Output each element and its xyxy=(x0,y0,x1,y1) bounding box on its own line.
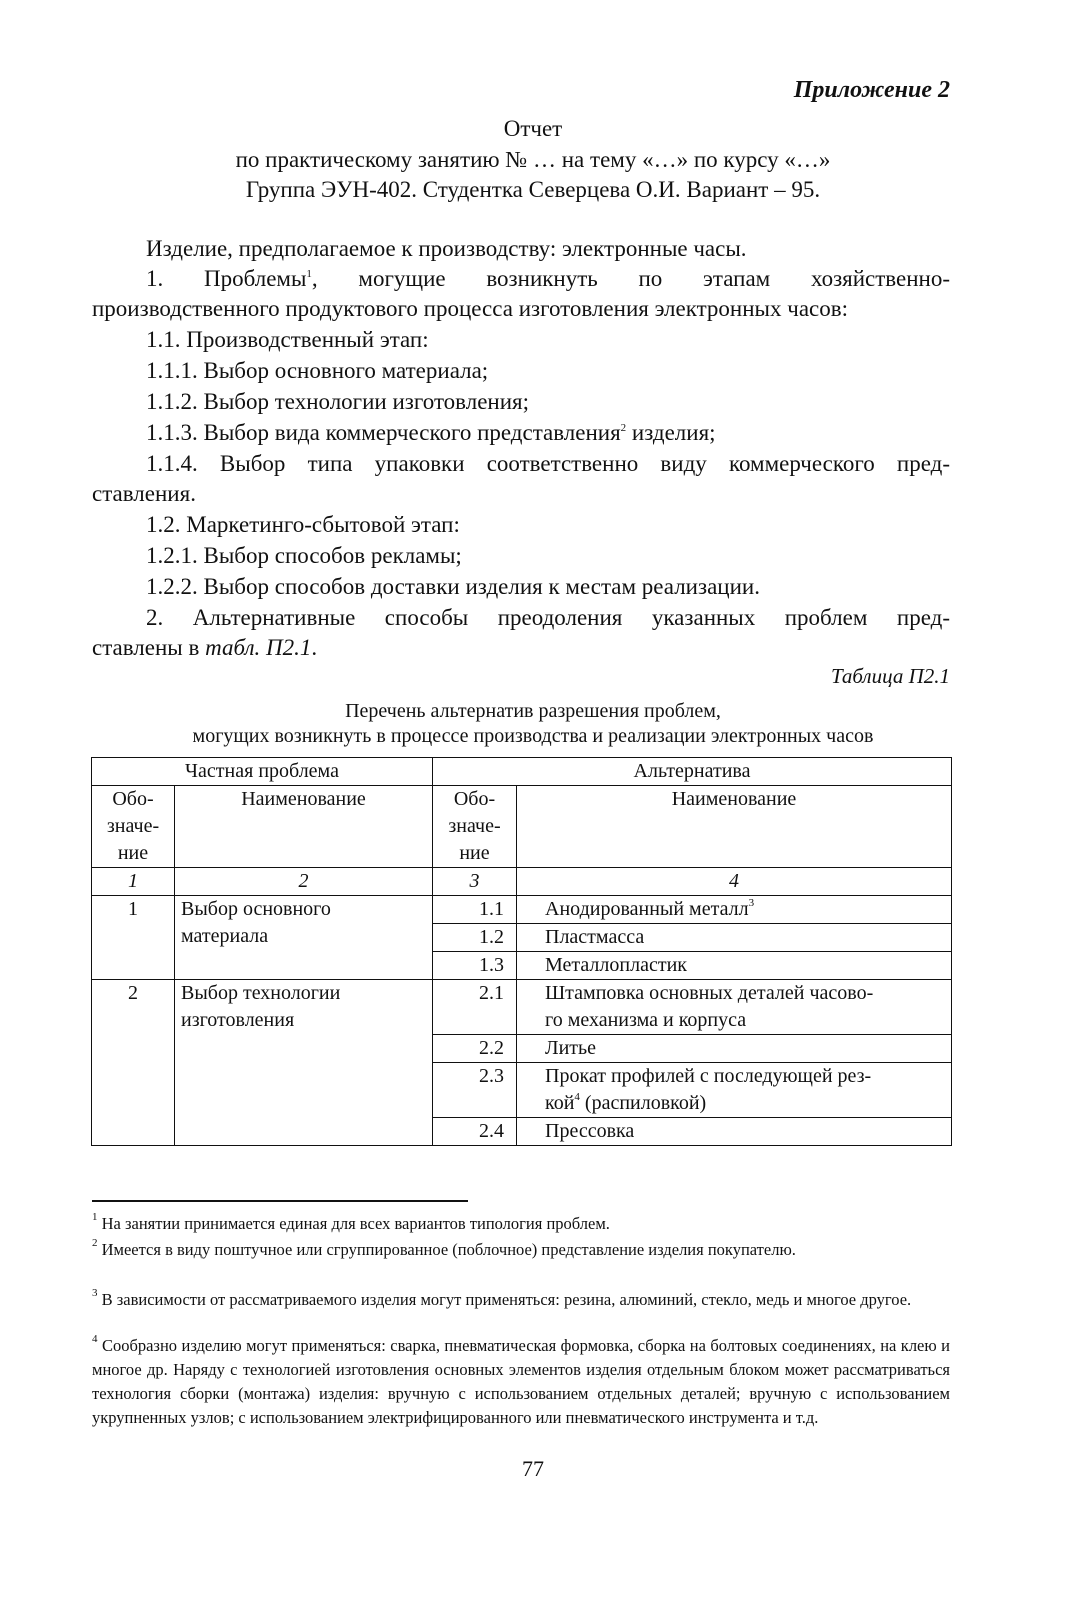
problem-name-text: Выбор технологии xyxy=(181,982,341,1004)
alternative-name-text: (распиловкой) xyxy=(579,1092,707,1114)
alternative-code: 2.2 xyxy=(433,1035,517,1063)
section-1-1: 1.1. Производственный этап: xyxy=(146,327,429,352)
col-header-text: Обо- xyxy=(453,788,496,810)
col-header-text: значе- xyxy=(106,815,160,837)
col-header-alt-name: Наименование xyxy=(517,786,952,868)
table-column-header-row xyxy=(92,786,952,868)
group-header-problem: Частная проблема xyxy=(92,758,433,786)
alternative-code: 1.1 xyxy=(433,896,517,924)
footnote-mark: 4 xyxy=(92,1333,98,1345)
footnote-4 xyxy=(92,1334,950,1430)
alternative-name: Литье xyxy=(517,1035,952,1063)
footnote-separator xyxy=(92,1200,468,1202)
problem-code: 2 xyxy=(92,980,175,1146)
footnote-ref-3: 3 xyxy=(748,897,755,909)
problem-code: 1 xyxy=(92,896,175,980)
alternative-name: Пластмасса xyxy=(517,924,952,952)
footnote-text: На занятии принимается единая для всех вариантов типология проблем. xyxy=(97,1214,610,1233)
footnote-text: Сообразно изделию могут применяться: сварка, пневматическая формовка, сборка на болтовых соединениях, на клею и многое др. Наряду с технологией изготовления основных элементов изделия отдельным блоком может рассматриваться технология сборки (монтажа) изделия: вручную с использованием отдельных деталей; вручную с использованием укрупненных узлов; с использованием электрифицированного или пневматического инструмента и т.д. xyxy=(92,1336,950,1427)
alternative-name: Прессовка xyxy=(517,1118,952,1146)
table-title-line-1: Перечень альтернатив разрешения проблем, xyxy=(345,700,721,722)
footnote-ref-1: 1 xyxy=(306,268,312,280)
section-1-1-3-text-cont: изделия; xyxy=(626,420,716,445)
problem-name-text: изготовления xyxy=(181,1009,295,1031)
paragraph-1-line-2: производственного продуктового процесса изготовления электронных часов: xyxy=(92,296,848,321)
alternative-name-text: Прокат профилей с последующей рез- xyxy=(545,1065,872,1087)
table-row xyxy=(92,896,952,924)
problem-name xyxy=(175,896,433,980)
alternative-code: 2.4 xyxy=(433,1118,517,1146)
report-subtitle: по практическому занятию № … на тему «…» по курсу «…» xyxy=(235,147,831,172)
col-header-problem-code xyxy=(92,786,175,868)
footnote-1 xyxy=(92,1212,950,1236)
paragraph-2-text: ставлены в xyxy=(92,635,206,660)
col-header-text: значе- xyxy=(448,815,501,837)
section-1-2-1: 1.2.1. Выбор способов рекламы; xyxy=(146,543,462,568)
group-header-alternative: Альтернатива xyxy=(433,758,952,786)
alternative-name-text: Штамповка основных деталей часово- xyxy=(545,982,874,1004)
footnote-text: В зависимости от рассматриваемого изделия могут применяться: резина, алюминий, стекло, медь и многое другое. xyxy=(97,1290,912,1309)
footnote-ref-4: 4 xyxy=(574,1091,580,1103)
alternative-name-text: Анодированный металл xyxy=(545,898,749,920)
section-1-1-4-cont: ставления. xyxy=(92,481,196,506)
paragraph-2-end: . xyxy=(311,635,318,660)
table-row xyxy=(92,980,952,1035)
paragraph-1-text: 1. Проблемы xyxy=(146,266,307,291)
section-1-2: 1.2. Маркетинго-сбытовой этап: xyxy=(146,512,460,537)
table-title-line-2: могущих возникнуть в процессе производства и реализации электронных часов xyxy=(192,725,874,747)
alternative-name: Металлопластик xyxy=(517,952,952,980)
alternative-name xyxy=(517,980,952,1035)
section-1-1-3 xyxy=(146,418,716,447)
alternative-name xyxy=(517,1063,952,1118)
col-number: 4 xyxy=(517,868,952,896)
footnote-text: Имеется в виду поштучное или сгруппированное (поблочное) представление изделия покупателю. xyxy=(97,1240,796,1259)
product-line: Изделие, предполагаемое к производству: электронные часы. xyxy=(146,236,747,261)
group-line: Группа ЭУН-402. Студентка Северцева О.И. Вариант – 95. xyxy=(245,177,821,202)
problem-name-text: Выбор основного xyxy=(181,898,331,920)
appendix-label: Приложение 2 xyxy=(793,77,950,103)
problem-name-text: материала xyxy=(181,925,269,947)
paragraph-2-line-2 xyxy=(92,633,317,662)
alternative-code: 2.1 xyxy=(433,980,517,1035)
col-header-text: ние xyxy=(459,842,490,864)
alternative-code: 1.3 xyxy=(433,952,517,980)
alternative-name-text-line xyxy=(545,1090,945,1117)
footnote-mark: 2 xyxy=(92,1237,98,1249)
footnote-3 xyxy=(92,1288,950,1312)
alternatives-table xyxy=(91,757,952,1146)
section-1-2-2: 1.2.2. Выбор способов доставки изделия к местам реализации. xyxy=(146,574,760,599)
table-group-header-row xyxy=(92,758,952,786)
alternative-name-text: го механизма и корпуса xyxy=(545,1009,747,1031)
col-header-problem-name: Наименование xyxy=(175,786,433,868)
alternative-code: 2.3 xyxy=(433,1063,517,1118)
section-1-1-1: 1.1.1. Выбор основного материала; xyxy=(146,358,489,383)
col-header-text: ние xyxy=(117,842,149,864)
col-number: 2 xyxy=(175,868,433,896)
section-1-1-4: 1.1.4. Выбор типа упаковки соответственно виду коммерческого пред- xyxy=(146,451,950,476)
col-header-alt-code xyxy=(433,786,517,868)
table-caption: Таблица П2.1 xyxy=(830,664,950,688)
alternative-code: 1.2 xyxy=(433,924,517,952)
paragraph-1-text-cont: , могущие возникнуть по этапам хозяйственно- xyxy=(311,266,951,291)
page-number: 77 xyxy=(522,1456,544,1481)
problem-name xyxy=(175,980,433,1146)
alternative-name xyxy=(517,896,952,924)
paragraph-2: 2. Альтернативные способы преодоления указанных проблем пред- xyxy=(146,605,950,630)
report-title: Отчет xyxy=(503,116,563,141)
col-number: 3 xyxy=(433,868,517,896)
col-header-text: Обо- xyxy=(112,788,154,810)
paragraph-1 xyxy=(92,264,950,293)
table-reference: табл. П2.1 xyxy=(205,635,312,660)
alternative-name-text: кой xyxy=(545,1092,575,1114)
section-1-1-2: 1.1.2. Выбор технологии изготовления; xyxy=(146,389,530,414)
footnote-mark: 3 xyxy=(92,1287,98,1299)
table-numbering-row xyxy=(92,868,952,896)
col-number: 1 xyxy=(92,868,175,896)
footnote-ref-2: 2 xyxy=(620,422,627,434)
section-1-1-3-text: 1.1.3. Выбор вида коммерческого представления xyxy=(146,420,621,445)
footnote-2 xyxy=(92,1238,950,1262)
footnote-mark: 1 xyxy=(92,1211,98,1223)
